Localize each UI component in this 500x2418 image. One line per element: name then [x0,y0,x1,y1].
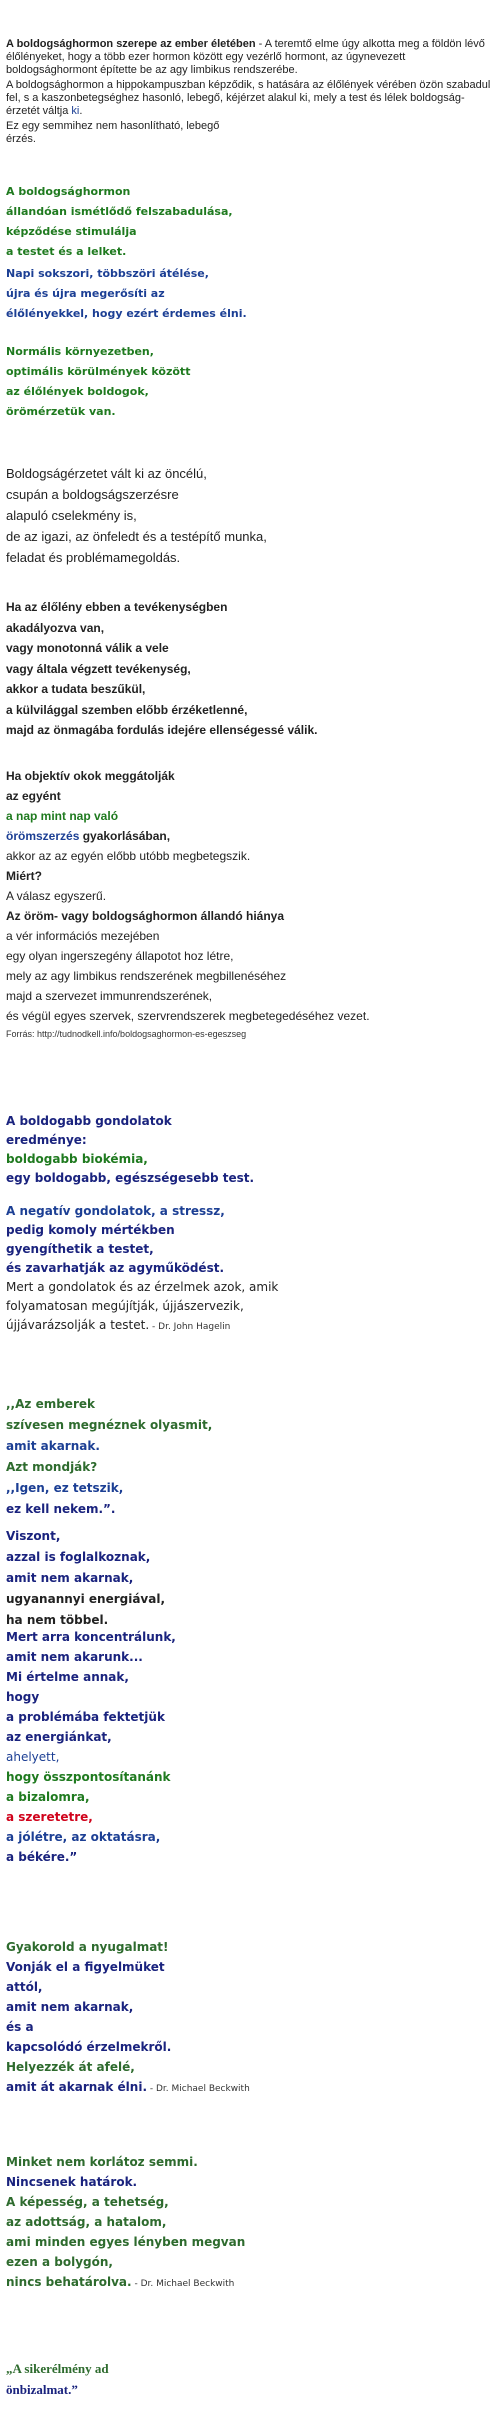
text-line: pedig komoly mértékben [6,1223,175,1237]
text-line: azzal is foglalkoznak, [6,1550,151,1564]
text-line: a külvilággal szemben előbb érzéketlenné, [6,702,248,717]
text-line: a testet és a lelket. [6,245,127,258]
section-success-quote [6,2358,494,2400]
text-line: Mert arra koncentrálunk, [6,1630,176,1644]
text-line: az élőlények boldogok, [6,385,149,398]
text-line: ez kell nekem.”. [6,1502,116,1516]
intro-text-1: - A teremtő elme úgy alkotta meg a földön lévő élőlényeket, hogy a több ezer hormon között egy vezérlő hormont, az úgynevezett boldogsághormont építette be az agy limbikus rendszerébe. [6,38,485,76]
section-happier-thoughts [6,1112,494,1337]
text-line: Mert a gondolatok és az érzelmek azok, amik [6,1280,279,1294]
section-hormone-release [6,182,494,262]
text-line: mely az agy limbikus rendszerének megbillenéséhez [6,969,287,983]
text-line: gyengíthetik a testet, [6,1242,154,1256]
text-line: az adottság, a hatalom, [6,2215,167,2229]
intro-paragraph-2: A boldogsághormon a hippokampuszban képződik, s hatására az élőlények vérében özön szabadul fel, s a kaszonbetegséghez hasonló, lebegő, kéjérzet alakul ki, mely a test és lélek boldogság-érzetét váltja ki. [6,79,491,117]
text-line: A képesség, a tehetség, [6,2195,169,2209]
section-focus [6,1627,494,1867]
text-line: szívesen megnéznek olyasmit, [6,1418,213,1432]
intro-block [6,38,494,146]
highlight-word: örömszerzés [6,829,80,843]
text-line: amit nem akarnak, [6,1571,134,1585]
text-line: amit akarnak. [6,1439,100,1453]
intro-paragraph-3: Ez egy semmihez nem hasonlítható, lebegő érzés. [6,120,220,145]
text-line: Minket nem korlátoz semmi. [6,2155,198,2169]
text-line [6,2272,494,2294]
text-line: csupán a boldogságszerzésre [6,487,179,502]
text-line: Miért? [6,869,42,883]
text-line: „A sikerélmény ad [6,2361,109,2376]
text-line: hogy összpontosítanánk [6,1770,171,1784]
text-line: Az öröm- vagy boldogsághormon állandó hiánya [6,909,285,923]
section-no-limits [6,2152,494,2294]
text-line: ami minden egyes lényben megvan [6,2235,246,2249]
text-line: képződése stimulálja [6,225,137,238]
text-line: A válasz egyszerű. [6,889,107,903]
text-line: A boldogsághormon [6,185,131,198]
text-line: ugyanannyi energiával, [6,1592,166,1606]
text-line: de az igazi, az önfeledt és a testépítő munka, [6,529,267,544]
article-title: A boldogsághormon szerepe az ember életében [6,38,256,50]
intro-paragraph-1 [6,38,494,77]
text-line: alapuló cselekmény is, [6,508,137,523]
intro-text-2: A boldogsághormon a hippokampuszban képződik, s hatására az élőlények vérében özön szabadul fel, s a kaszonbetegséghez hasonló, lebegő, kéjérzet alakul ki, mely a test és lélek boldogság-érzetét váltja [6,79,491,117]
text-line [6,2077,494,2099]
text-line: Mi értelme annak, [6,1670,129,1684]
text-line: majd a szervezet immunrendszerének, [6,989,213,1003]
text-line: önbizalmat.” [6,2382,78,2397]
text-line: és végül egyes szervek, szervrendszerek megbetegedéséhez vezet. [6,1009,370,1023]
text-line: amit nem akarunk... [6,1650,143,1664]
text-line: ,,Igen, ez tetszik, [6,1481,124,1495]
text-line: egy boldogabb, egészségesebb test. [6,1171,255,1185]
text-line: kapcsolódó érzelmekről. [6,2040,172,2054]
text-line: ahelyett, [6,1750,60,1764]
text-line: az energiánkat, [6,1730,112,1744]
text-line: A negatív gondolatok, a stressz, [6,1204,225,1218]
section-normal-environment [6,342,494,422]
text-line: Gyakorold a nyugalmat! [6,1940,169,1954]
section-people-want [6,1394,494,1631]
text-line [6,1316,494,1337]
text-fragment: amit át akarnak élni. [6,2080,147,2094]
text-fragment: újjávarázsolják a testet. [6,1318,150,1332]
text-line: Helyezzék át afelé, [6,2060,135,2074]
section-practice-calm [6,1937,494,2099]
text-line: a békére.” [6,1850,78,1864]
text-line: Viszont, [6,1529,61,1543]
text-line: optimális körülmények között [6,365,191,378]
text-line: állandóan ismétlődő felszabadulása, [6,205,233,218]
text-line: újra és újra megerősíti az [6,287,165,300]
text-line: Normális környezetben, [6,345,154,358]
text-line [6,826,494,846]
quote-author: - Dr. Michael Beckwith [147,2084,250,2094]
text-line: ,,Az emberek [6,1397,95,1411]
text-line: folyamatosan megújítják, újjászervezik, [6,1299,244,1313]
text-fragment: gyakorlásában, [79,829,171,843]
text-line: ezen a bolygón, [6,2255,113,2269]
text-line: a bizalomra, [6,1790,90,1804]
text-line: boldogabb biokémia, [6,1152,148,1166]
quote-author: - Dr. John Hagelin [149,1322,231,1332]
text-line: az egyént [6,789,61,803]
text-line: Azt mondják? [6,1460,98,1474]
text-line: örömérzetük van. [6,405,116,418]
text-line: Ha az élőlény ebben a tevékenységben [6,600,228,614]
text-line: eredménye: [6,1133,87,1147]
section-daily-experience [6,264,494,324]
text-line: attól, [6,1980,43,1994]
text-line: a szeretetre, [6,1810,93,1824]
text-line: Ha objektív okok meggátolják [6,769,175,783]
text-line: a vér információs mezejében [6,929,160,943]
text-line: és a [6,2020,34,2034]
text-line: Boldogságérzetet vált ki az öncélú, [6,466,207,481]
text-line: amit nem akarnak, [6,2000,134,2014]
text-line: élőlényekkel, hogy ezért érdemes élni. [6,307,247,320]
text-fragment: nincs behatárolva. [6,2275,132,2289]
text-line: majd az önmagába fordulás idejére ellenségessé válik. [6,723,318,737]
text-line: A boldogabb gondolatok [6,1114,172,1128]
intro-text-2-link: ki [71,105,80,117]
text-line: és zavarhatják az agyműködést. [6,1261,225,1275]
text-line: a problémába fektetjük [6,1710,165,1724]
text-line: vagy monotonná válik a vele [6,641,169,655]
text-line: akadályozva van, [6,620,105,635]
text-line: Napi sokszori, többszöri átélése, [6,267,209,280]
text-line: Vonják el a figyelmüket [6,1960,165,1974]
text-line: ha nem többel. [6,1613,109,1627]
section-obstructed-activity [6,597,494,741]
source-link[interactable]: Forrás: http://tudnodkell.info/boldogsaghormon-es-egeszseg [6,1029,247,1039]
section-self-purpose-action [6,463,494,568]
quote-author: - Dr. Michael Beckwith [131,2279,235,2289]
text-line: akkor az az egyén előbb utóbb megbetegszik. [6,849,251,863]
text-line: a jólétre, az oktatásra, [6,1830,161,1844]
section-why-sick [6,766,494,1044]
text-line: akkor a tudata beszűkül, [6,682,146,696]
text-line: egy olyan ingerszegény állapotot hoz létre, [6,949,234,963]
text-line: vagy általa végzett tevékenység, [6,661,191,676]
text-line: hogy [6,1690,40,1704]
text-line: feladat és problémamegoldás. [6,550,181,565]
text-line: a nap mint nap való [6,809,119,823]
text-line: Nincsenek határok. [6,2175,138,2189]
